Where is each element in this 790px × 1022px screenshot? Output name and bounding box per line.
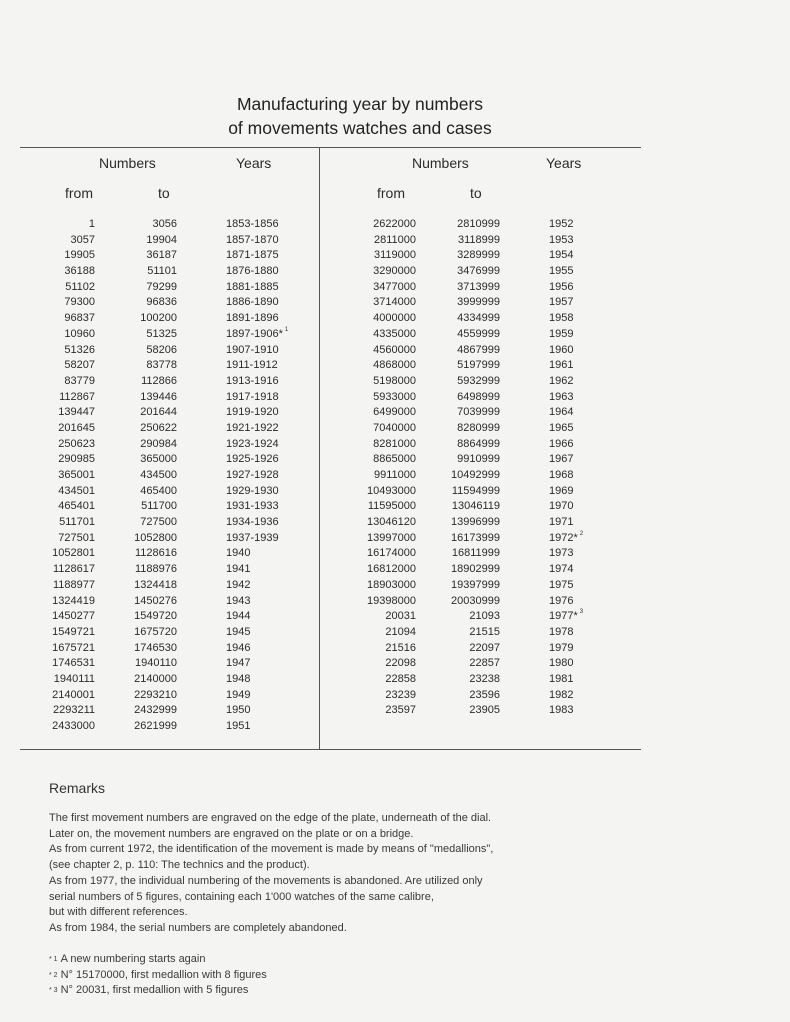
right-year-cell: 1972* $^2$ [549, 530, 584, 544]
left-year-cell: 1940 [226, 547, 251, 560]
right-year-cell: 1974 [549, 563, 574, 576]
right-year-cell: 1971 [549, 516, 574, 529]
right-from-cell: 8865000 [373, 453, 416, 466]
left-to-cell: 100200 [140, 312, 177, 325]
footnote [49, 983, 449, 999]
remarks-line: but with different references. [49, 906, 188, 919]
left-header-numbers: Numbers [99, 155, 156, 171]
left-to-cell: 727500 [140, 516, 177, 529]
right-year-cell: 1979 [549, 641, 574, 654]
left-year-cell: 1886-1890 [226, 296, 279, 309]
table-divider [319, 147, 320, 750]
footnote-ref: 3 [579, 609, 584, 616]
footnote-mark: * 3 [49, 987, 58, 995]
left-year-cell: 1919-1920 [226, 406, 279, 419]
left-from-cell: 2433000 [52, 720, 95, 732]
right-from-cell: 10493000 [367, 484, 416, 497]
right-year-cell: 1964 [549, 406, 574, 419]
right-year-cell: 1956 [549, 280, 574, 293]
left-to-cell: 1549720 [134, 610, 177, 623]
right-year-cell: 1959 [549, 327, 574, 340]
left-from-cell: 2293211 [52, 704, 95, 717]
left-year-cell: 1913-1916 [226, 374, 279, 387]
left-header-years: Years [236, 155, 272, 171]
left-to-cell: 1746530 [134, 641, 177, 654]
right-to-cell: 23905 [469, 704, 500, 717]
left-from-cell: 201645 [58, 421, 95, 434]
right-year-cell: 1963 [549, 390, 574, 403]
left-to-cell: 3056 [152, 218, 177, 230]
right-to-cell: 3999999 [457, 296, 500, 309]
left-from-cell: 2140001 [52, 688, 95, 701]
left-from-cell: 19905 [64, 249, 95, 262]
left-to-cell: 51101 [147, 265, 177, 278]
right-year-cell: 1953 [549, 233, 574, 246]
left-year-cell: 1925-1926 [226, 453, 279, 466]
right-to-cell: 19397999 [451, 578, 500, 591]
left-from-cell: 1940111 [53, 672, 95, 685]
right-from-column [330, 217, 416, 719]
right-from-cell: 22858 [385, 672, 416, 685]
right-year-cell: 1966 [549, 437, 574, 450]
left-year-cell: 1934-1936 [226, 516, 279, 529]
left-year-cell: 1944 [226, 610, 251, 623]
left-from-cell: 465401 [58, 500, 95, 513]
left-from-cell: 1675721 [52, 641, 95, 654]
remarks-line: As from 1977, the individual numbering of the movements is abandoned. Are utilized only [49, 874, 483, 887]
right-from-cell: 23239 [385, 688, 416, 701]
left-to-cell: 511700 [141, 500, 177, 513]
left-year-cell: 1941 [226, 563, 251, 576]
table-bottom-rule [20, 749, 641, 750]
right-year-cell: 1968 [549, 469, 574, 481]
left-to-cell: 1450276 [134, 594, 177, 607]
left-from-cell: 51102 [65, 280, 95, 293]
left-year-cell: 1951 [226, 720, 251, 732]
right-to-cell: 11594999 [451, 484, 500, 497]
left-year-cell: 1871-1875 [226, 249, 279, 262]
right-to-cell: 8280999 [457, 421, 500, 434]
left-year-cell: 1937-1939 [226, 531, 279, 544]
left-from-cell: 3057 [70, 233, 95, 246]
left-from-cell: 290985 [58, 453, 95, 466]
right-year-cell: 1975 [549, 578, 574, 591]
left-from-cell: 58207 [64, 359, 95, 372]
left-year-cell: 1943 [226, 594, 251, 607]
table-top-rule [20, 147, 641, 148]
right-from-cell: 5198000 [373, 374, 416, 387]
left-year-cell: 1949 [226, 688, 251, 701]
right-to-cell: 21093 [469, 610, 500, 623]
right-from-cell: 5933000 [373, 390, 416, 403]
left-from-cell: 139447 [58, 406, 95, 419]
right-to-cell: 4867999 [457, 343, 500, 356]
right-to-cell: 16811999 [451, 547, 500, 560]
right-to-cell: 3713999 [457, 280, 500, 293]
left-to-cell: 1052800 [134, 531, 177, 544]
right-from-cell: 9911000 [373, 469, 416, 481]
left-to-cell: 112866 [141, 374, 177, 387]
left-to-cell: 2140000 [134, 672, 177, 685]
right-to-cell: 3289999 [457, 249, 500, 262]
left-year-cell: 1950 [226, 704, 251, 717]
left-to-cell: 96836 [146, 296, 177, 309]
right-header-years: Years [546, 155, 582, 171]
right-from-cell: 16174000 [367, 547, 416, 560]
left-from-cell: 727501 [58, 531, 95, 544]
left-year-cell: 1923-1924 [226, 437, 279, 450]
right-header-from: from [377, 185, 405, 201]
right-from-cell: 2622000 [373, 218, 416, 230]
right-from-cell: 19398000 [367, 594, 416, 607]
right-to-cell: 2810999 [457, 218, 500, 230]
page-title-line-1: Manufacturing year by numbers [236, 94, 484, 114]
right-from-cell: 23597 [385, 704, 416, 717]
left-from-cell: 1549721 [52, 625, 95, 638]
right-year-cell: 1982 [549, 688, 574, 701]
remarks-line: As from current 1972, the identification of the movement is made by means of "medallions", [49, 843, 494, 856]
right-from-cell: 3477000 [373, 280, 416, 293]
right-year-cell: 1965 [549, 421, 574, 434]
right-year-cell: 1976 [549, 594, 574, 607]
right-years-column [549, 217, 639, 719]
left-to-cell: 79299 [146, 280, 177, 293]
remarks-line: (see chapter 2, p. 110: The technics and the product). [49, 859, 310, 872]
left-to-cell: 2432999 [134, 704, 177, 717]
right-to-cell: 5197999 [457, 359, 500, 372]
right-to-cell: 5932999 [457, 374, 500, 387]
left-year-cell: 1946 [226, 641, 251, 654]
right-from-cell: 3119000 [373, 249, 416, 262]
right-from-cell: 2811000 [373, 233, 416, 246]
left-year-cell: 1931-1933 [226, 500, 279, 513]
left-to-cell: 465400 [140, 484, 177, 497]
left-to-cell: 139446 [140, 390, 177, 403]
left-header-from: from [65, 185, 93, 201]
right-from-cell: 11595000 [367, 500, 416, 513]
right-header-numbers: Numbers [412, 155, 469, 171]
left-year-cell: 1942 [226, 578, 251, 591]
footnote-text: N° 20031, first medallion with 5 figures [60, 984, 249, 997]
left-year-cell: 1881-1885 [226, 280, 279, 293]
right-year-cell: 1962 [549, 374, 574, 387]
left-from-column [20, 217, 95, 735]
footnote [49, 968, 449, 984]
right-year-cell: 1961 [549, 359, 574, 372]
right-year-cell: 1973 [549, 547, 574, 560]
left-year-cell: 1897-1906* $^1$ [226, 326, 289, 340]
left-from-cell: 1 [88, 218, 95, 230]
left-from-cell: 1746531 [52, 657, 95, 670]
footnote-mark: * 2 [49, 971, 58, 979]
right-from-cell: 13997000 [367, 531, 416, 544]
right-to-cell: 10492999 [451, 469, 500, 481]
right-to-cell: 6498999 [457, 390, 500, 403]
left-from-cell: 10960 [64, 327, 95, 340]
remarks-line: serial numbers of 5 figures, containing each 1'000 watches of the same calibre, [49, 890, 434, 903]
right-year-cell: 1970 [549, 500, 574, 513]
right-header-to: to [470, 185, 482, 201]
left-from-cell: 511701 [59, 516, 95, 529]
right-year-cell: 1980 [549, 657, 574, 670]
right-to-column [420, 217, 500, 719]
right-year-cell: 1958 [549, 312, 574, 325]
left-to-cell: 1675720 [134, 625, 177, 638]
right-from-cell: 21094 [385, 625, 416, 638]
footnote [49, 952, 449, 968]
right-to-cell: 3118999 [457, 233, 500, 246]
left-to-cell: 19904 [146, 233, 177, 246]
left-from-cell: 79300 [64, 296, 95, 309]
page-title [150, 92, 570, 140]
left-to-cell: 434500 [140, 469, 177, 481]
left-header-to: to [158, 185, 170, 201]
right-from-cell: 16812000 [367, 563, 416, 576]
left-to-cell: 51325 [146, 327, 177, 340]
left-from-cell: 1128617 [52, 563, 95, 576]
right-to-cell: 21515 [469, 625, 500, 638]
footnotes [49, 952, 449, 999]
remarks-title: Remarks [49, 780, 106, 796]
right-year-cell: 1967 [549, 453, 574, 466]
left-to-cell: 36187 [146, 249, 177, 262]
left-to-cell: 1940110 [134, 657, 177, 670]
page-title-line-2: of movements watches and cases [228, 118, 492, 138]
left-from-cell: 36188 [64, 265, 95, 278]
left-from-cell: 51326 [64, 343, 95, 356]
left-to-column [100, 217, 177, 735]
left-from-cell: 1324419 [52, 594, 95, 607]
left-year-cell: 1917-1918 [226, 390, 279, 403]
right-from-cell: 7040000 [373, 421, 416, 434]
left-year-cell: 1853-1856 [226, 218, 279, 230]
left-year-cell: 1876-1880 [226, 265, 279, 278]
left-to-cell: 201644 [140, 406, 177, 419]
right-to-cell: 23238 [469, 672, 500, 685]
left-year-cell: 1921-1922 [226, 421, 279, 434]
left-from-cell: 1052801 [52, 547, 95, 560]
right-to-cell: 4559999 [457, 327, 500, 340]
right-from-cell: 20031 [385, 610, 416, 623]
right-year-cell: 1978 [549, 625, 574, 638]
left-year-cell: 1927-1928 [226, 469, 279, 481]
left-from-cell: 83779 [64, 374, 95, 387]
right-year-cell: 1952 [549, 218, 574, 230]
left-year-cell: 1945 [226, 625, 251, 638]
right-year-cell: 1977* $^3$ [549, 609, 584, 623]
left-year-cell: 1947 [226, 657, 251, 670]
left-year-cell: 1907-1910 [226, 343, 279, 356]
right-from-cell: 3714000 [373, 296, 416, 309]
right-to-cell: 18902999 [451, 563, 500, 576]
right-from-cell: 4000000 [373, 312, 416, 325]
right-to-cell: 13046119 [451, 500, 500, 513]
left-to-cell: 2293210 [134, 688, 177, 701]
left-year-cell: 1929-1930 [226, 484, 279, 497]
right-to-cell: 23596 [469, 688, 500, 701]
right-from-cell: 4335000 [373, 327, 416, 340]
footnote-text: N° 15170000, first medallion with 8 figures [60, 968, 267, 981]
footnote-ref: 2 [579, 530, 584, 537]
left-to-cell: 58206 [146, 343, 177, 356]
left-to-cell: 83778 [146, 359, 177, 372]
left-to-cell: 365000 [140, 453, 177, 466]
remarks-body [49, 811, 609, 937]
remarks-line: As from 1984, the serial numbers are completely abandoned. [49, 921, 347, 934]
left-from-cell: 365001 [58, 469, 95, 481]
left-year-cell: 1911-1912 [226, 359, 278, 372]
right-to-cell: 9910999 [457, 453, 500, 466]
left-to-cell: 250622 [140, 421, 177, 434]
right-to-cell: 4334999 [457, 312, 500, 325]
right-from-cell: 22098 [385, 657, 416, 670]
right-to-cell: 7039999 [457, 406, 500, 419]
right-from-cell: 18903000 [367, 578, 416, 591]
remarks-line: Later on, the movement numbers are engraved on the plate or on a bridge. [49, 827, 414, 840]
left-from-cell: 1450277 [52, 610, 95, 623]
footnote-text: A new numbering starts again [60, 953, 206, 965]
right-to-cell: 20030999 [451, 594, 500, 607]
right-to-cell: 3476999 [457, 265, 500, 278]
left-to-cell: 2621999 [134, 720, 177, 732]
right-to-cell: 22097 [469, 641, 500, 654]
right-year-cell: 1969 [549, 484, 574, 497]
right-year-cell: 1960 [549, 343, 574, 356]
left-to-cell: 1128616 [134, 547, 177, 560]
left-from-cell: 434501 [58, 484, 95, 497]
left-year-cell: 1891-1896 [226, 312, 279, 325]
left-from-cell: 96837 [64, 312, 95, 325]
right-from-cell: 21516 [385, 641, 416, 654]
left-from-cell: 250623 [58, 437, 95, 450]
right-year-cell: 1983 [549, 704, 574, 717]
left-to-cell: 1324418 [134, 578, 177, 591]
left-to-cell: 1188976 [134, 563, 177, 576]
right-to-cell: 13996999 [451, 516, 500, 529]
left-from-cell: 112867 [59, 390, 95, 403]
right-from-cell: 13046120 [367, 516, 416, 529]
right-from-cell: 4560000 [373, 343, 416, 356]
right-to-cell: 16173999 [451, 531, 500, 544]
left-years-column [226, 217, 316, 735]
remarks-line: The first movement numbers are engraved on the edge of the plate, underneath of the dial. [49, 812, 492, 824]
right-to-cell: 8864999 [457, 437, 500, 450]
right-year-cell: 1955 [549, 265, 574, 278]
right-year-cell: 1957 [549, 296, 574, 309]
right-from-cell: 8281000 [373, 437, 416, 450]
left-to-cell: 290984 [140, 437, 177, 450]
left-year-cell: 1857-1870 [226, 233, 279, 246]
left-from-cell: 1188977 [52, 578, 95, 591]
right-year-cell: 1981 [549, 672, 574, 685]
right-to-cell: 22857 [469, 657, 500, 670]
right-year-cell: 1954 [549, 249, 574, 262]
right-from-cell: 4868000 [373, 359, 416, 372]
right-from-cell: 6499000 [373, 406, 416, 419]
footnote-ref: 1 [284, 326, 289, 333]
right-from-cell: 3290000 [373, 265, 416, 278]
footnote-mark: * 1 [49, 956, 58, 963]
left-year-cell: 1948 [226, 672, 251, 685]
